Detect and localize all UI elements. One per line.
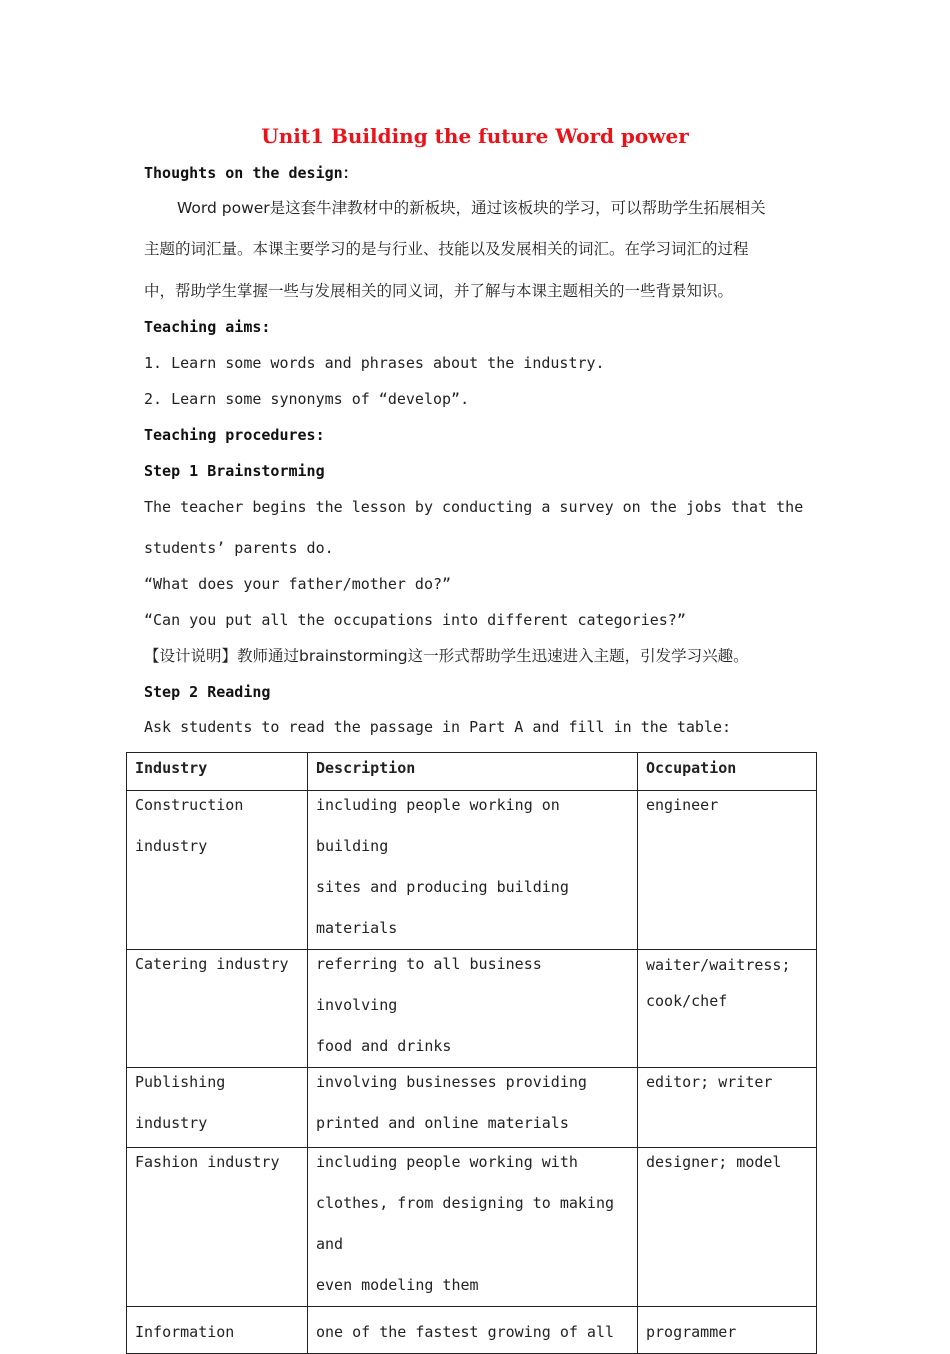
- description-cell: including people working on building sites and producing building materials: [308, 791, 638, 950]
- step1-question: “What does your father/mother do?”: [144, 575, 452, 593]
- description-cell: including people working with clothes, from designing to making and even modeling them: [308, 1148, 638, 1307]
- industry-cell: Information: [127, 1307, 308, 1354]
- aims-heading: Teaching aims:: [144, 318, 271, 336]
- step1-text: The teacher begins the lesson by conducting a survey on the jobs that the: [144, 498, 804, 516]
- table-row: [127, 1068, 817, 1148]
- design-paragraph-line: 主题的词汇量。本课主要学习的是与行业、技能以及发展相关的词汇。在学习词汇的过程: [144, 240, 749, 258]
- occupation-cell: engineer: [638, 791, 817, 950]
- industry-cell: Catering industry: [127, 950, 308, 1068]
- procedures-heading: Teaching procedures:: [144, 426, 325, 444]
- table-row: [127, 791, 817, 950]
- aim-item: 1. Learn some words and phrases about the industry.: [144, 354, 605, 372]
- industry-table: [126, 752, 817, 1354]
- design-heading: Thoughts on the design：: [144, 164, 358, 182]
- design-paragraph-line: 中，帮助学生掌握一些与发展相关的同义词，并了解与本课主题相关的一些背景知识。: [144, 282, 734, 300]
- step1-heading: Step 1 Brainstorming: [144, 462, 325, 480]
- description-cell: one of the fastest growing of all: [308, 1307, 638, 1354]
- aim-item: 2. Learn some synonyms of “develop”.: [144, 390, 470, 408]
- design-note: 【设计说明】教师通过brainstorming这一形式帮助学生迅速进入主题，引发学习兴趣。: [144, 647, 749, 665]
- industry-cell: Publishing industry: [127, 1068, 308, 1148]
- industry-cell: Construction industry: [127, 791, 308, 950]
- table-row: [127, 950, 817, 1068]
- description-cell: involving businesses providing printed and online materials: [308, 1068, 638, 1148]
- step1-question: “Can you put all the occupations into different categories?”: [144, 611, 686, 629]
- occupation-cell: waiter/waitress; cook/chef: [638, 950, 817, 1068]
- occupation-cell: designer; model: [638, 1148, 817, 1307]
- step2-heading: Step 2 Reading: [144, 683, 271, 701]
- occupation-cell: editor; writer: [638, 1068, 817, 1148]
- table-row: [127, 1148, 817, 1307]
- occupation-cell: programmer: [638, 1307, 817, 1354]
- table-row: [127, 1307, 817, 1354]
- header-occupation: Occupation: [638, 753, 817, 791]
- description-cell: referring to all business involving food and drinks: [308, 950, 638, 1068]
- step1-text: students’ parents do.: [144, 539, 334, 557]
- industry-cell: Fashion industry: [127, 1148, 308, 1307]
- step2-instruction: Ask students to read the passage in Part A and fill in the table:: [144, 718, 731, 736]
- design-paragraph-line: Word power是这套牛津教材中的新板块，通过该板块的学习，可以帮助学生拓展相关: [177, 199, 766, 217]
- header-description: Description: [308, 753, 638, 791]
- header-industry: Industry: [127, 753, 308, 791]
- page-title: Unit1 Building the future Word power: [261, 124, 689, 148]
